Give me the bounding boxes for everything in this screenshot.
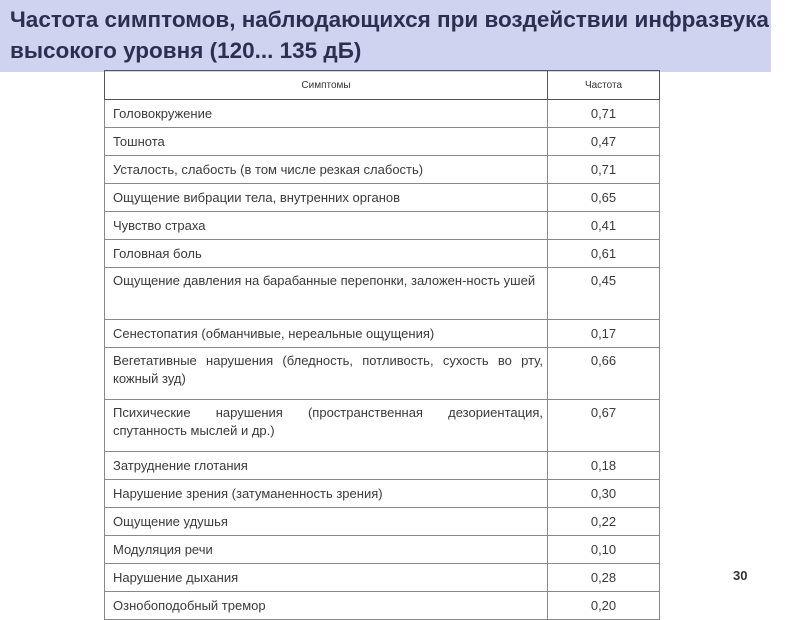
symptom-cell: Сенестопатия (обманчивые, нереальные ощущения) [105,320,548,348]
symptom-cell: Ощущение удушья [105,508,548,536]
frequency-cell: 0,20 [548,592,660,620]
symptom-cell: Усталость, слабость (в том числе резкая слабость) [105,156,548,184]
table-row [105,268,660,320]
symptom-cell: Тошнота [105,128,548,156]
symptom-cell: Нарушение дыхания [105,564,548,592]
table-row [105,156,660,184]
table-row [105,128,660,156]
table-row [105,348,660,400]
header-symptoms: Симптомы [105,71,548,100]
frequency-cell: 0,47 [548,128,660,156]
table-row [105,508,660,536]
table-row [105,592,660,620]
page-number: 30 [733,568,748,583]
table-header-row [105,71,660,100]
table-row [105,184,660,212]
frequency-cell: 0,66 [548,348,660,400]
table-row [105,240,660,268]
frequency-cell: 0,61 [548,240,660,268]
symptom-cell: Психические нарушения (пространственная дезориентация, спутанность мыслей и др.) [105,400,548,452]
frequency-cell: 0,65 [548,184,660,212]
title-banner [0,0,771,72]
table-row [105,100,660,128]
symptom-cell: Ощущение вибрации тела, внутренних органов [105,184,548,212]
frequency-cell: 0,71 [548,100,660,128]
table-row [105,212,660,240]
symptom-cell: Чувство страха [105,212,548,240]
frequency-cell: 0,17 [548,320,660,348]
frequency-cell: 0,45 [548,268,660,320]
slide-title: Частота симптомов, наблюдающихся при воздействии инфразвука высокого уровня (120... 135 дБ) [10,7,769,63]
symptoms-table-container [104,70,659,613]
table-row [105,536,660,564]
symptom-cell: Затруднение глотания [105,452,548,480]
symptom-cell: Вегетативные нарушения (бледность, потливость, сухость во рту, кожный зуд) [105,348,548,400]
symptom-cell: Головокружение [105,100,548,128]
symptom-cell: Ознобоподобный тремор [105,592,548,620]
frequency-cell: 0,67 [548,400,660,452]
frequency-cell: 0,10 [548,536,660,564]
table-row [105,452,660,480]
frequency-cell: 0,41 [548,212,660,240]
symptom-cell: Ощущение давления на барабанные перепонки, заложен-ность ушей [105,268,548,320]
frequency-cell: 0,71 [548,156,660,184]
frequency-cell: 0,18 [548,452,660,480]
symptom-cell: Головная боль [105,240,548,268]
symptom-cell: Модуляция речи [105,536,548,564]
frequency-cell: 0,22 [548,508,660,536]
frequency-cell: 0,28 [548,564,660,592]
table-row [105,480,660,508]
frequency-cell: 0,30 [548,480,660,508]
table-row [105,320,660,348]
table-row [105,400,660,452]
table-row [105,564,660,592]
header-frequency: Частота [548,71,660,100]
symptom-cell: Нарушение зрения (затуманенность зрения) [105,480,548,508]
symptoms-table [104,70,660,620]
